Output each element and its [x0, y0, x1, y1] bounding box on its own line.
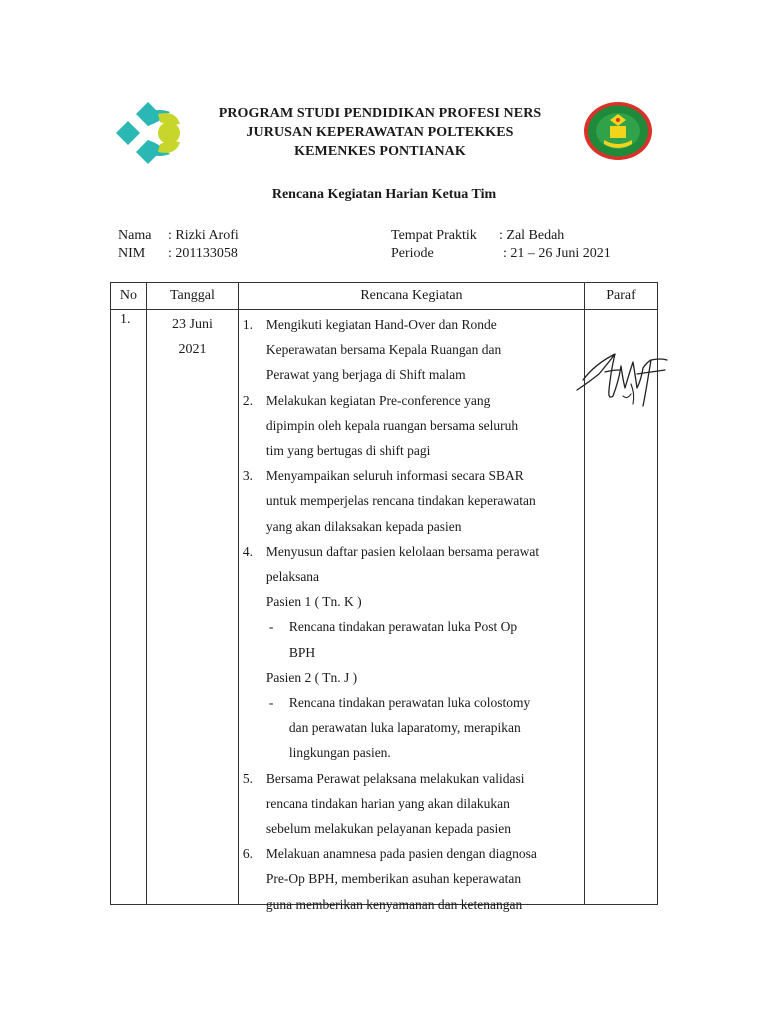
list-item: 5. Bersama Perawat pelaksana melakukan validasi	[242, 770, 525, 786]
nama-value: : Rizki Arofi	[168, 228, 239, 243]
list-item: - Rencana tindakan perawatan luka colostomy	[268, 695, 531, 711]
tempat-label: Tempat Praktik	[391, 228, 477, 243]
student-info	[0, 226, 768, 268]
patient-1-label: Pasien 1 ( Tn. K )	[265, 594, 362, 610]
institution-header	[190, 104, 570, 161]
list-item: 6. Melakuan anamnesa pada pasien dengan diagnosa	[242, 846, 537, 862]
patient-2-label: Pasien 2 ( Tn. J )	[265, 669, 358, 685]
document-title: Rencana Kegiatan Harian Ketua Tim	[271, 187, 497, 202]
header-line-3: KEMENKES PONTIANAK	[294, 144, 466, 159]
header-line-1: PROGRAM STUDI PENDIDIKAN PROFESI NERS	[218, 106, 542, 121]
header-paraf: Paraf	[585, 283, 658, 310]
list-item: 4. Menyusun daftar pasien kelolaan bersama perawat	[242, 543, 540, 559]
header-tanggal: Tanggal	[146, 283, 238, 310]
periode-value: : 21 – 26 Juni 2021	[503, 246, 611, 261]
list-item: 3. Menyampaikan seluruh informasi secara SBAR	[242, 468, 524, 484]
table-header-row	[111, 283, 658, 310]
nama-label: Nama	[118, 228, 152, 243]
periode-label: Periode	[391, 246, 434, 261]
date-line-1: 23 Juni	[172, 317, 213, 332]
row-number: 1.	[120, 312, 131, 327]
list-item: 2. Melakukan kegiatan Pre-conference yang	[242, 392, 491, 408]
emblem-logo-icon	[582, 100, 654, 162]
kemenkes-logo-icon	[114, 100, 184, 166]
tempat-value: : Zal Bedah	[499, 228, 565, 243]
cell-rencana	[238, 310, 584, 912]
signature-icon	[575, 344, 670, 419]
header-no: No	[111, 283, 147, 310]
date-line-2: 2021	[178, 342, 207, 357]
header-line-2: JURUSAN KEPERAWATAN POLTEKKES	[246, 125, 514, 140]
activity-list: 1. Mengikuti kegiatan Hand-Over dan Ronde Keperawatan bersama Kepala Ruangan dan Perawat yang berjaga di Shift malam 2. Melakukan kegiatan Pre-conference yang dipimpin oleh kepala ruangan bersama seluruh tim yang bertugas di shift pagi 3. Menyampaikan seluruh informasi secara SBAR untuk memperjelas rencana tindakan keperawatan yang akan dilaksakan kepada pasien 4. Menyusun daftar pasien kelolaan bersama perawat pelaksana Pasien 1 ( Tn. K ) - Rencana tindakan perawatan luka Post Op BPH Pasien 2 ( Tn. J ) - Rencana tindakan perawatan luka colostomy dan perawatan luka laparatomy, merapikan lingkungan pasien. 5. Bersama Perawat pelaksana melakukan validasi rencana tindakan harian yang akan dilakukan sebelum melakukan pelayanan kepada pasien 6. Melakuan anamnesa pada pasien dengan diagnosa Pre-Op BPH, memberikan asuhan keperawatan guna memberikan kenyamanan dan ketenangan	[239, 312, 585, 917]
cell-no	[111, 310, 147, 905]
nim-label: NIM	[118, 246, 146, 261]
list-item: 1. Mengikuti kegiatan Hand-Over dan Ronde	[242, 317, 497, 332]
cell-tanggal	[146, 310, 238, 905]
nim-value: : 201133058	[168, 246, 238, 261]
header-rencana: Rencana Kegiatan	[238, 283, 584, 310]
list-item: - Rencana tindakan perawatan luka Post Op	[268, 619, 518, 635]
